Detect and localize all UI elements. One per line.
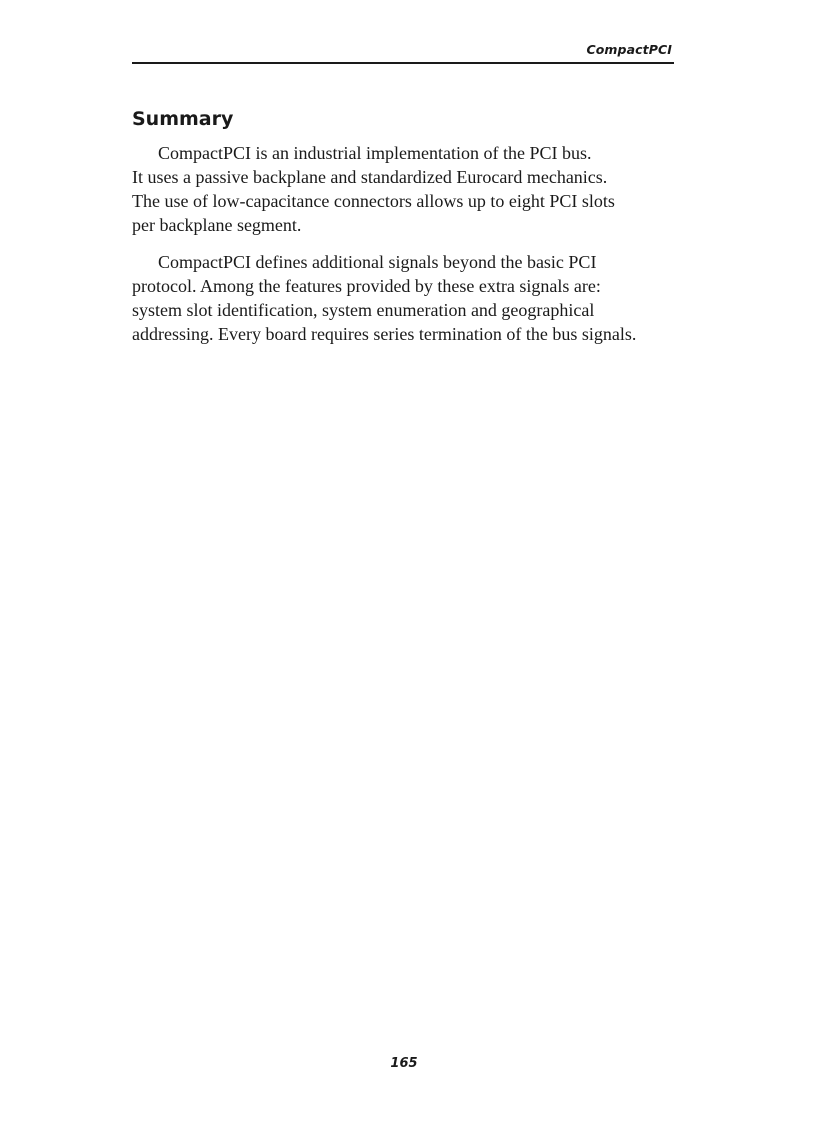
paragraph-line: system slot identification, system enumeration and geographical — [132, 300, 595, 320]
paragraph-2 — [132, 250, 692, 346]
paragraph-line: protocol. Among the features provided by these extra signals are: — [132, 276, 601, 296]
paragraph-line: addressing. Every board requires series termination of the bus signals. — [132, 324, 637, 344]
paragraph-line: CompactPCI is an industrial implementation of the PCI bus. — [158, 143, 592, 163]
section-body — [132, 141, 692, 359]
paragraph-line: The use of low-capacitance connectors allows up to eight PCI slots — [132, 191, 615, 211]
running-header-title: CompactPCI — [586, 42, 672, 57]
paragraph-line: per backplane segment. — [132, 215, 302, 235]
page-number: 165 — [390, 1056, 418, 1071]
section-heading: Summary — [132, 108, 234, 130]
paragraph-line: It uses a passive backplane and standardized Eurocard mechanics. — [132, 167, 608, 187]
paragraph-line: CompactPCI defines additional signals beyond the basic PCI — [158, 252, 597, 272]
paragraph-1 — [132, 141, 692, 237]
running-header — [132, 40, 674, 64]
